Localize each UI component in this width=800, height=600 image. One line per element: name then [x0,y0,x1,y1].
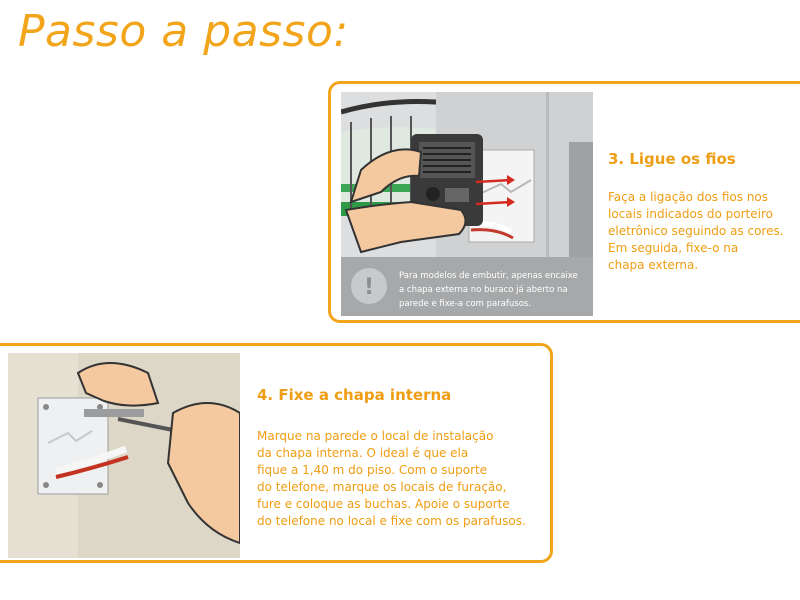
step-3-illustration [341,92,593,316]
step-3-body: Faça a ligação dos fios nos locais indicados do porteiro eletrônico seguindo as cores. Em seguida, fixe-o na chapa externa. [608,190,784,272]
step-4-illustration [8,353,240,558]
step-3-card [328,81,800,323]
step-3-heading: 3. Ligue os fios [608,150,736,168]
screwdriver-plate-illustration [8,353,240,558]
page-title: Passo a passo: [18,6,349,57]
step-4-card [0,343,553,563]
svg-text:!: ! [363,275,375,300]
step-4-heading: 4. Fixe a chapa interna [257,386,452,404]
step-4-body: Marque na parede o local de instalação da chapa interna. O ideal é que ela fique a 1,40 m do piso. Com o suporte do telefone, marque os locais de furação, fure e coloque as buchas. Apoie o suporte do telefone no local e fixe com os parafusos. [257,429,526,528]
step-3-note: Para modelos de embutir, apenas encaixe a chapa externa no buraco já aberto na parede e fixe-a com parafusos. [399,271,578,309]
